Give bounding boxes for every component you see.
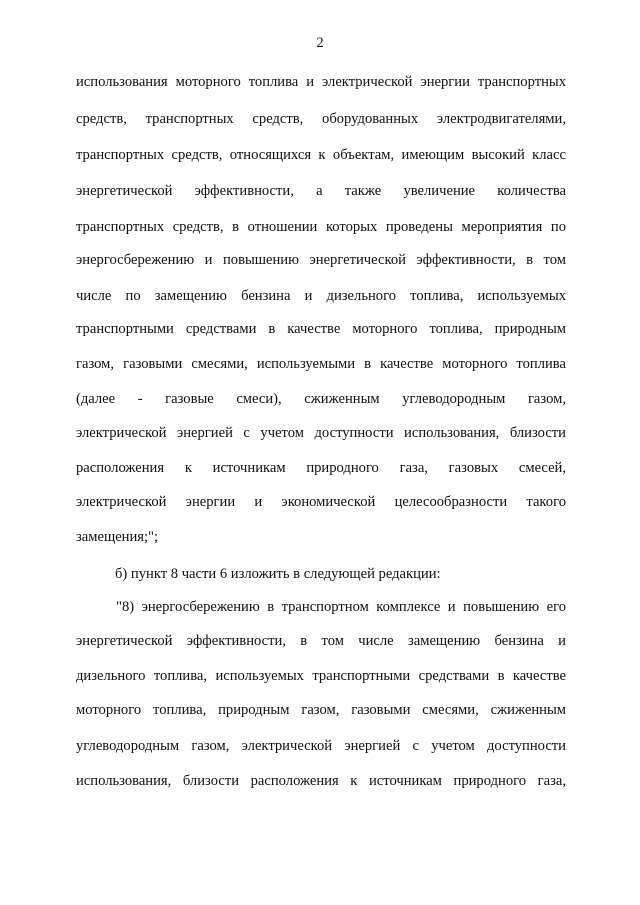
text-line: расположения к источникам природного газа, газовых смесей,	[76, 460, 566, 476]
text-line: энергетической эффективности, в том числе замещению бензина и	[76, 633, 566, 649]
text-line: "8) энергосбережению в транспортном комплексе и повышению его	[116, 599, 566, 615]
text-line: использования моторного топлива и электрической энергии транспортных	[76, 74, 566, 90]
text-line: транспортных средств, в отношении которых проведены мероприятия по	[76, 219, 566, 235]
text-line: транспортными средствами в качестве моторного топлива, природным	[76, 321, 566, 337]
text-line: газом, газовыми смесями, используемыми в качестве моторного топлива	[76, 356, 566, 372]
text-line: электрической энергии и экономической целесообразности такого	[76, 494, 566, 510]
page-number: 2	[316, 35, 324, 51]
text-line: электрической энергией с учетом доступности использования, близости	[76, 425, 566, 441]
text-line: энергосбережению и повышению энергетической эффективности, в том	[76, 252, 566, 268]
text-line: б) пункт 8 части 6 изложить в следующей редакции:	[115, 566, 441, 582]
text-line: энергетической эффективности, а также увеличение количества	[76, 183, 566, 199]
text-line: моторного топлива, природным газом, газовыми смесями, сжиженным	[76, 702, 566, 718]
text-line: числе по замещению бензина и дизельного топлива, используемых	[76, 288, 566, 304]
text-line: транспортных средств, относящихся к объектам, имеющим высокий класс	[76, 147, 566, 163]
text-line: средств, транспортных средств, оборудованных электродвигателями,	[76, 111, 566, 127]
text-line: углеводородным газом, электрической энергией с учетом доступности	[76, 738, 566, 754]
text-line: (далее - газовые смеси), сжиженным углеводородным газом,	[76, 391, 566, 407]
text-line: дизельного топлива, используемых транспортными средствами в качестве	[76, 668, 566, 684]
text-line: использования, близости расположения к источникам природного газа,	[76, 773, 566, 789]
text-line: замещения;";	[76, 529, 159, 545]
